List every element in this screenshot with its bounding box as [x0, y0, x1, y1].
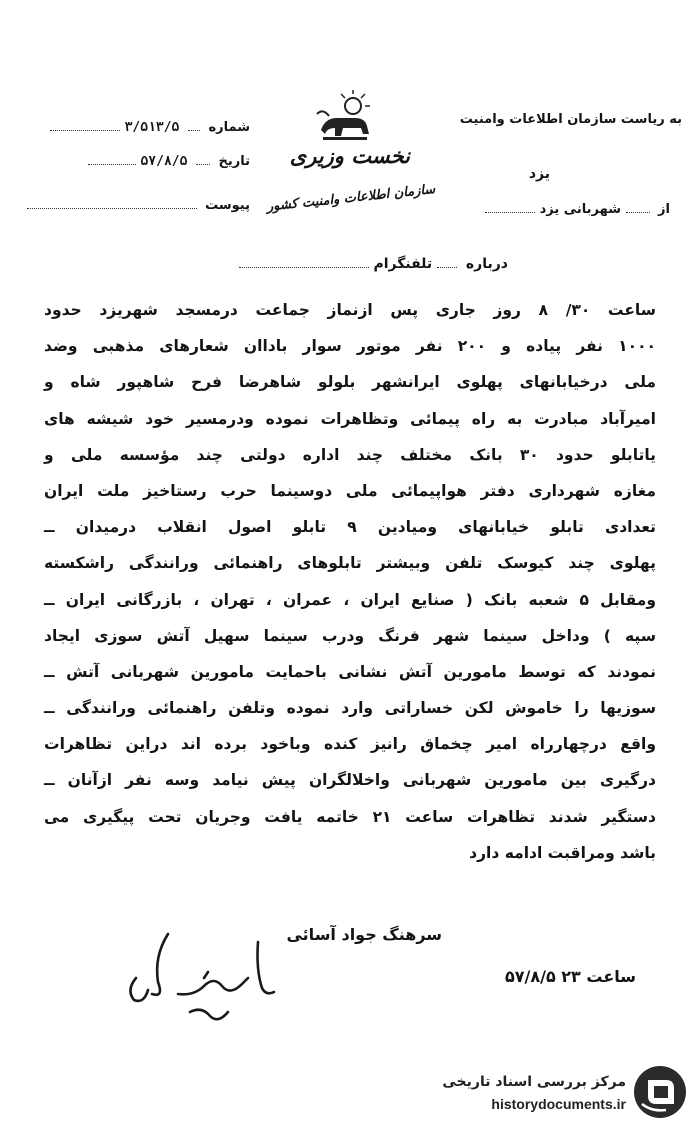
body-line: ومقابل ۵ شعبه بانک ( صنایع ایران ، عمران ، تهران ، بازرگانی ایران ــ [44, 590, 657, 609]
subject-field [239, 256, 508, 272]
date-value: ۵۷/۸/۵ [140, 154, 188, 169]
number-label: شماره [208, 120, 250, 135]
attachment-field [27, 198, 250, 213]
body-line: تعدادی تابلو خیابانهای ومیادین ۹ تابلو اصول انقلاب درمیدان ــ [44, 518, 656, 537]
number-value: ۳/۵۱۳/۵ [124, 120, 180, 135]
body-line: ملی درخیابانهای پهلوی ایرانشهر بلولو شاهرضا فرح شاهپور شاه و [44, 373, 656, 392]
from-value: شهربانی یزد [539, 202, 621, 217]
from-field [485, 202, 670, 217]
archive-name: مرکز بررسی اسناد تاریخی [442, 1074, 626, 1090]
subject-value: تلفنگرام [373, 256, 433, 272]
body-line: یاتابلو حدود ۳۰ بانک مختلف چند اداره دولتی چند مؤسسه ملی و [44, 445, 656, 464]
archive-logo-icon [632, 1064, 688, 1120]
body-line: ساعت ۳۰/ ۸ روز جاری پس ازنماز جماعت درمسجد شهریزد حدود [44, 301, 656, 319]
telegram-body [44, 292, 656, 871]
number-field [50, 120, 250, 135]
date-field [88, 154, 250, 169]
subject-label: درباره [465, 256, 508, 272]
attachment-label: پیوست [205, 198, 250, 213]
body-line: نمودند که توسط مامورین آتش نشانی باحمایت مامورین شهربانی آتش ــ [44, 662, 656, 681]
date-label: تاریخ [218, 154, 250, 169]
body-line: ۱۰۰۰ نفر پیاده و ۲۰۰ نفر موتور سوار باداان شعارهای مذهبی وضد [44, 337, 656, 356]
signer-name: سرهنگ جواد آسائی [286, 925, 442, 944]
city-label: یزد [528, 166, 550, 182]
archive-brand [428, 1064, 688, 1120]
body-line: امیرآباد مبادرت به راه پیمائی وتظاهرات نموده ودرمسیر خود شیشه های [44, 409, 656, 428]
body-line: مغازه شهرداری دفتر هواپیمائی ملی دوسینما حرب رستاخیز ملت ایران [44, 481, 656, 500]
letterhead-title: نخست وزیری [289, 144, 410, 168]
timestamp: ساعت ۲۳ ۵۷/۸/۵ [504, 967, 636, 986]
body-line: سپه ) وداخل سینما شهر فرنگ ودرب سینما سهیل آتش سوزی ایجاد [44, 626, 656, 645]
body-line: درگیری بین مامورین شهربانی واخلالگران پیش نیامد وسه نفر ازآنان ــ [44, 771, 656, 790]
lion-and-sun-emblem [315, 90, 375, 142]
letterhead-subtitle: سازمان اطلاعات وامنیت کشور [266, 182, 436, 215]
body-line: باشد ومراقبت ادامه دارد [469, 843, 656, 862]
body-line: دستگیر شدند تظاهرات ساعت ۲۱ خاتمه یافت وجریان تحت پیگیری می [44, 807, 656, 826]
archive-website: historydocuments.ir [491, 1096, 626, 1112]
from-label: از [658, 202, 670, 217]
body-line: واقع درچهارراه امیر چخماق رانیز کنده وباخود برده اند دراین تظاهرات [44, 735, 656, 754]
body-line: سوزیها را خاموش لکن خساراتی وارد نموده وتلفن راهنمائی ورانندگی ــ [44, 699, 656, 718]
body-line: پهلوی چند کیوسک تلفن وبیشتر تابلوهای راهنمائی ورانندگی راشکسته [44, 554, 656, 573]
handwritten-signature [118, 920, 288, 1030]
recipient-line: به ریاست سازمان اطلاعات وامنیت [459, 112, 682, 127]
